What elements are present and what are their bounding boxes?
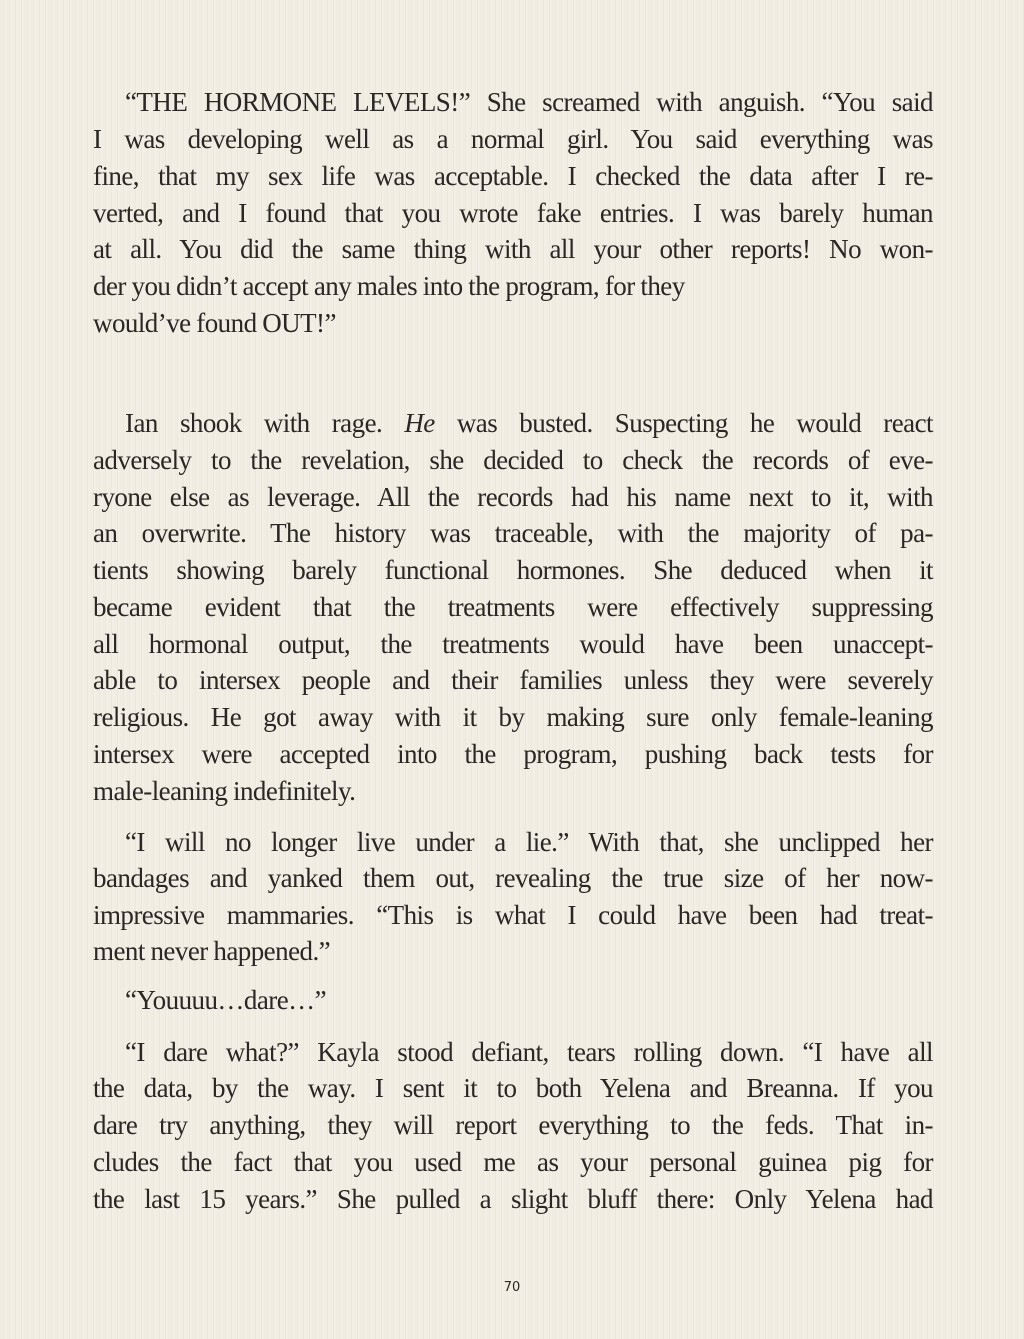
text-line: impressive mammaries. “This is what I could have been had treat- xyxy=(93,900,933,930)
text-line: der you didn’t accept any males into the program, for they xyxy=(93,271,685,301)
text-line: adversely to the revelation, she decided to check the records of eve- xyxy=(93,445,933,475)
text-line: the last 15 years.” She pulled a slight bluff there: Only Yelena had xyxy=(93,1184,933,1214)
text-line: the data, by the way. I sent it to both Yelena and Breanna. If you xyxy=(93,1073,933,1103)
text-line: male-leaning indefinitely. xyxy=(93,776,356,806)
text-line: verted, and I found that you wrote fake entries. I was barely human xyxy=(93,198,933,228)
text-line: became evident that the treatments were effectively suppressing xyxy=(93,592,933,622)
text-line: “I dare what?” Kayla stood defiant, tears rolling down. “I have all xyxy=(125,1037,933,1067)
text-line: ryone else as leverage. All the records had his name next to it, with xyxy=(93,482,933,512)
text-run: was busted. Suspecting he would react xyxy=(434,408,933,438)
text-line: fine, that my sex life was acceptable. I checked the data after I re- xyxy=(93,161,933,191)
page-number: 70 xyxy=(503,1280,521,1295)
text-line: I was developing well as a normal girl. You said everything was xyxy=(93,124,933,154)
text-line xyxy=(125,408,933,438)
text-line: cludes the fact that you used me as your personal guinea pig for xyxy=(93,1147,933,1177)
text-line: religious. He got away with it by making sure only female-leaning xyxy=(93,702,933,732)
text-line: “Youuuu…dare…” xyxy=(125,985,327,1015)
text-line: ment never happened.” xyxy=(93,936,331,966)
text-line: all hormonal output, the treatments would have been unaccept- xyxy=(93,629,933,659)
text-line: able to intersex people and their families unless they were severely xyxy=(93,665,933,695)
text-line: would’ve found OUT!” xyxy=(93,308,336,338)
text-line: an overwrite. The history was traceable, with the majority of pa- xyxy=(93,518,933,548)
text-line: “I will no longer live under a lie.” With that, she unclipped her xyxy=(125,827,933,857)
text-line: at all. You did the same thing with all your other reports! No won- xyxy=(93,234,933,264)
text-line: tients showing barely functional hormones. She deduced when it xyxy=(93,555,933,585)
text-run: Ian shook with rage. xyxy=(125,408,405,438)
text-line: intersex were accepted into the program, pushing back tests for xyxy=(93,739,933,769)
text-line: bandages and yanked them out, revealing the true size of her now- xyxy=(93,863,933,893)
emphasized-word: He xyxy=(404,408,435,438)
text-line: “THE HORMONE LEVELS!” She screamed with anguish. “You said xyxy=(125,87,933,117)
text-line: dare try anything, they will report everything to the feds. That in- xyxy=(93,1110,933,1140)
